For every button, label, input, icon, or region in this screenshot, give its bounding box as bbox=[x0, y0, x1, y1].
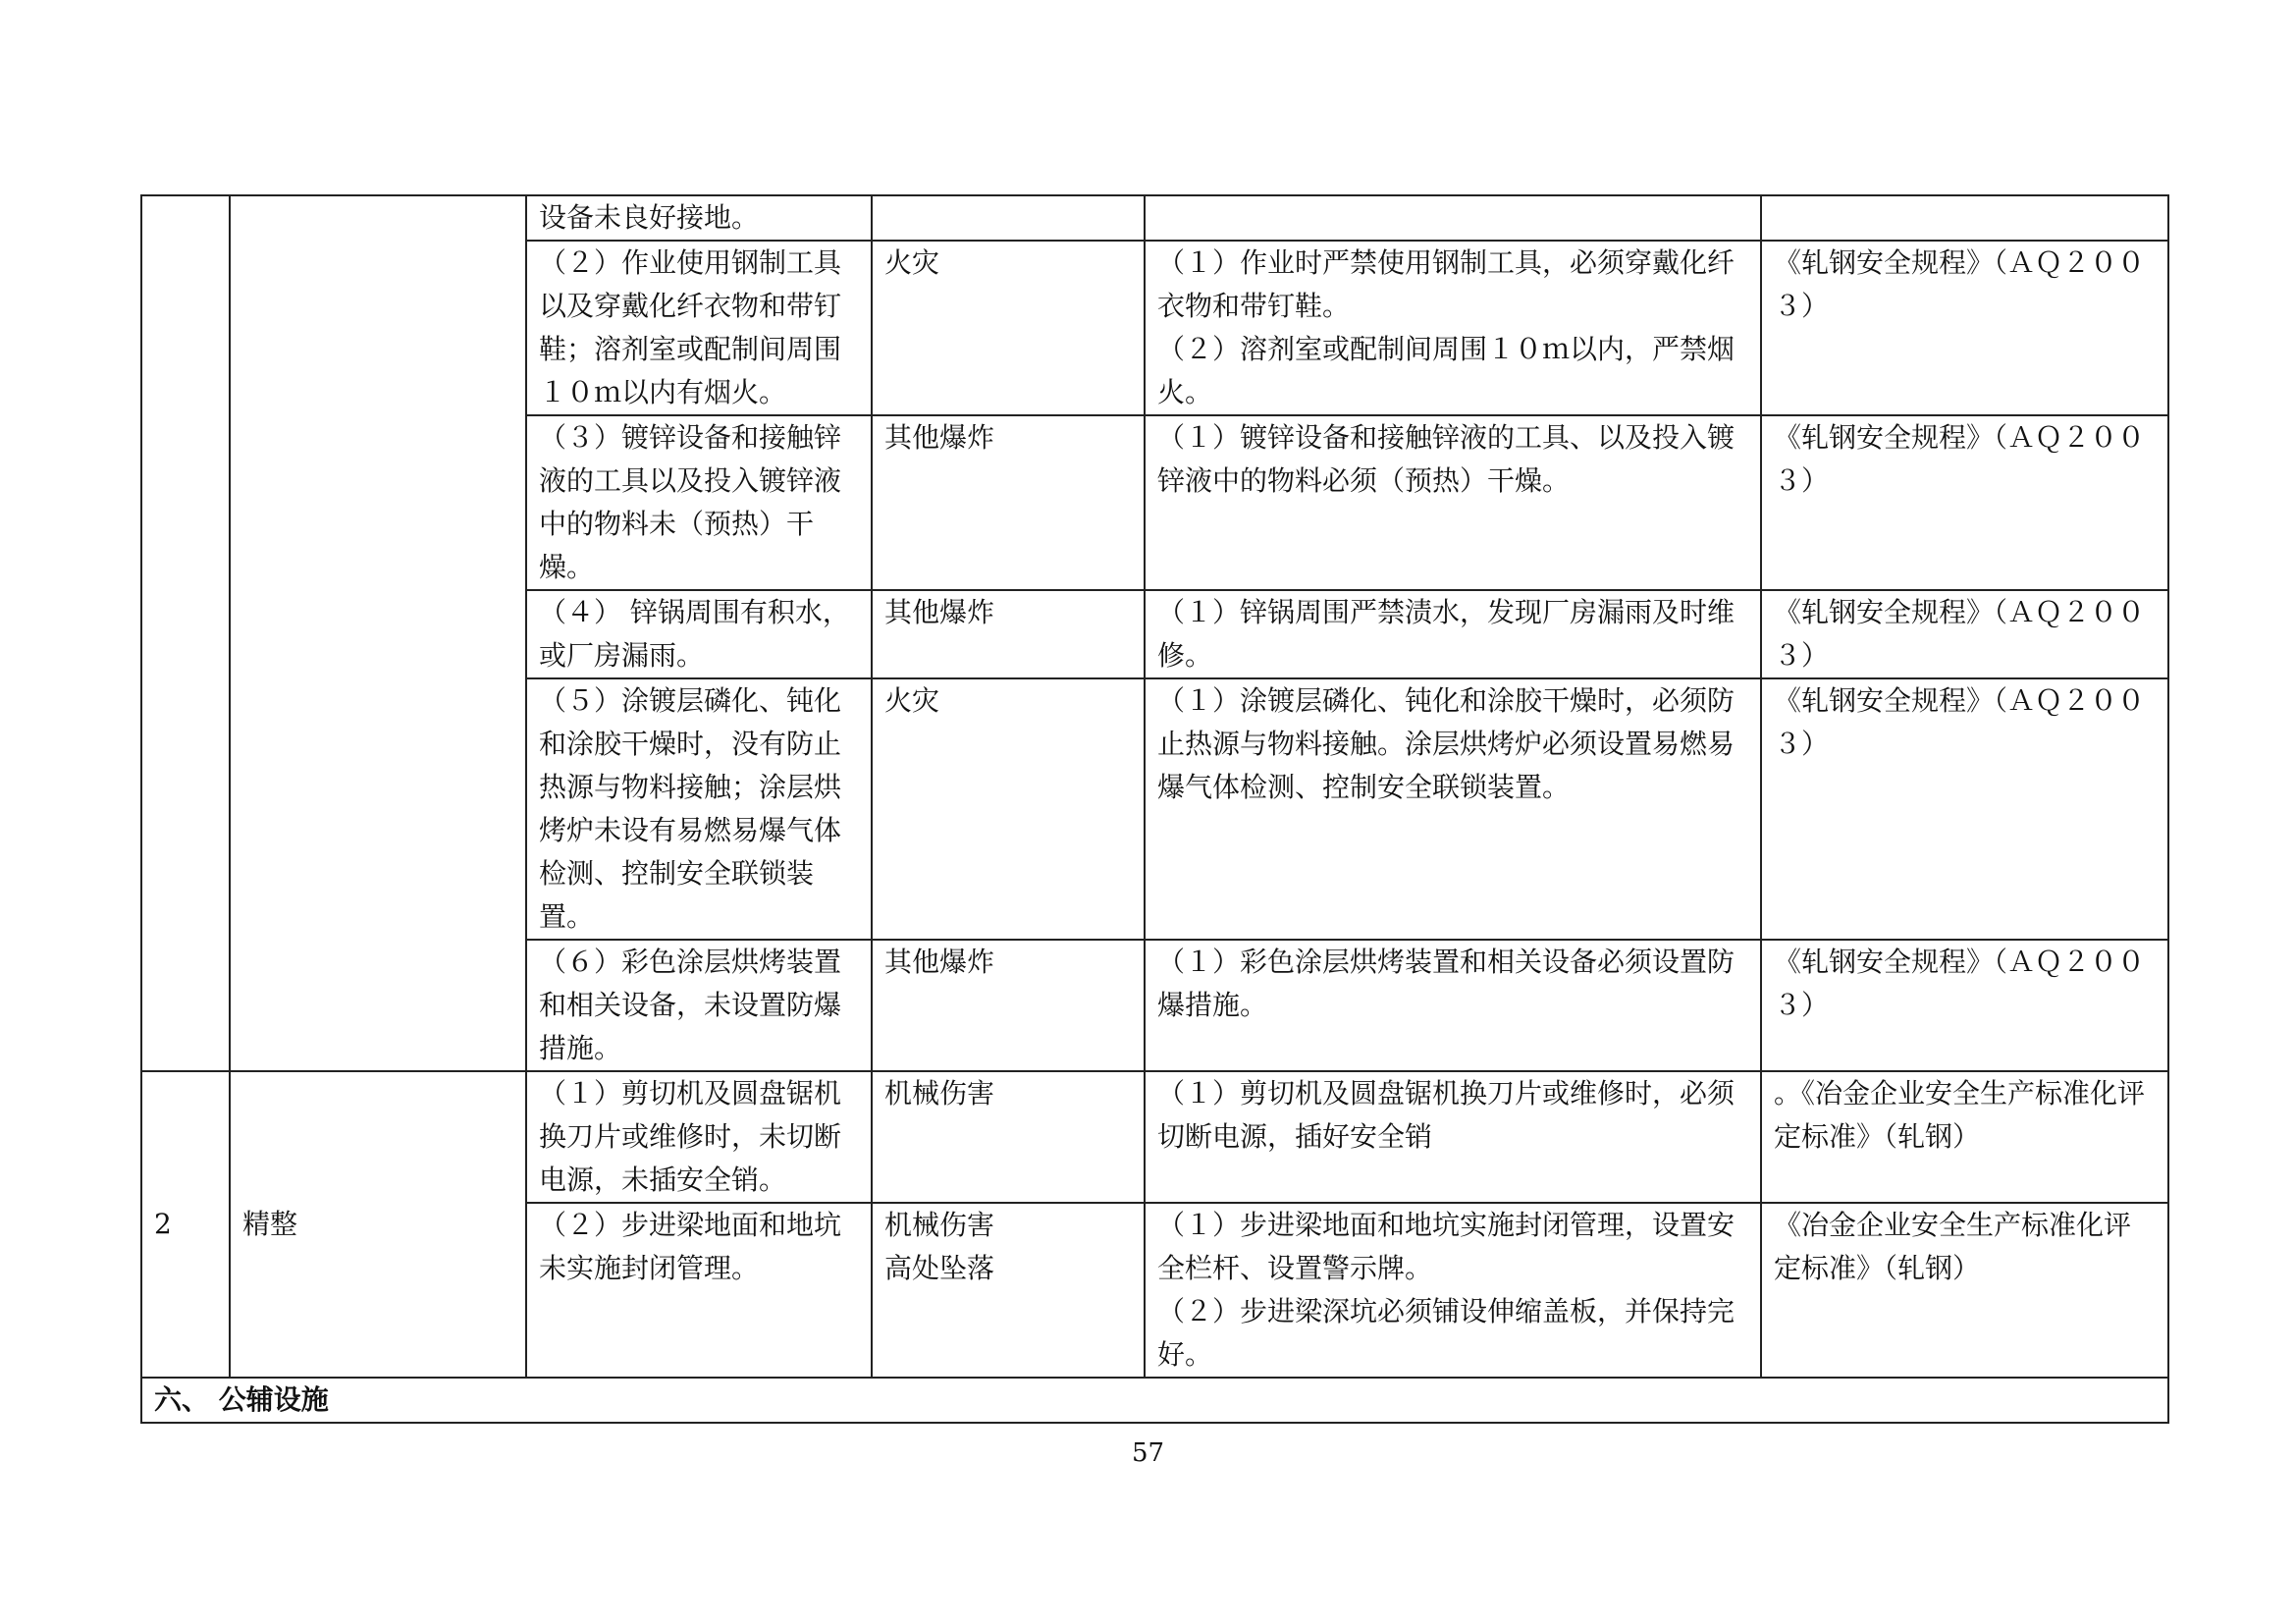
accident-type: 机械伤害 bbox=[884, 1209, 995, 1241]
group1-no-cell bbox=[141, 195, 230, 1071]
measures-cell bbox=[1145, 241, 1761, 415]
risk-cell: （３）镀锌设备和接触锌液的工具以及投入镀锌液中的物料未（预热）干燥。 bbox=[526, 415, 872, 590]
accident-type: 高处坠落 bbox=[884, 1252, 995, 1284]
basis-cell: 《轧钢安全规程》（ＡＱ２００３） bbox=[1761, 678, 2168, 940]
basis-cell: 《轧钢安全规程》（ＡＱ２００３） bbox=[1761, 940, 2168, 1071]
table-row bbox=[141, 1378, 2168, 1423]
risk-cell: 设备未良好接地。 bbox=[526, 195, 872, 241]
measure-item: （１）涂镀层磷化、钝化和涂胶干燥时，必须防止热源与物料接触。涂层烘烤炉必须设置易燃易爆气体检测、控制安全联锁装置。 bbox=[1157, 684, 1735, 803]
measure-item: （１）步进梁地面和地坑实施封闭管理，设置安全栏杆、设置警示牌。 bbox=[1157, 1209, 1735, 1284]
accident-type: 其他爆炸 bbox=[884, 596, 995, 628]
basis-cell: 《轧钢安全规程》（ＡＱ２００３） bbox=[1761, 241, 2168, 415]
accident-cell bbox=[872, 1203, 1145, 1378]
accident-type: 其他爆炸 bbox=[884, 421, 995, 454]
accident-cell bbox=[872, 415, 1145, 590]
section-heading: 六、 公辅设施 bbox=[141, 1378, 2168, 1423]
accident-cell bbox=[872, 195, 1145, 241]
accident-cell bbox=[872, 1071, 1145, 1203]
accident-type: 火灾 bbox=[884, 684, 940, 717]
measures-cell bbox=[1145, 590, 1761, 678]
basis-cell: 《冶金企业安全生产标准化评定标准》（轧钢） bbox=[1761, 1203, 2168, 1378]
measure-item: （１）剪切机及圆盘锯机换刀片或维修时，必须切断电源，插好安全销 bbox=[1157, 1077, 1735, 1153]
table-row bbox=[141, 1071, 2168, 1203]
basis-cell: 《轧钢安全规程》（ＡＱ２００３） bbox=[1761, 415, 2168, 590]
accident-cell bbox=[872, 590, 1145, 678]
group2-no-cell: 2 bbox=[141, 1071, 230, 1378]
group1-unit-cell bbox=[230, 195, 526, 1071]
measures-cell bbox=[1145, 415, 1761, 590]
risk-cell: （４） 锌锅周围有积水，或厂房漏雨。 bbox=[526, 590, 872, 678]
hazard-table bbox=[140, 194, 2169, 1424]
measure-item: （１）彩色涂层烘烤装置和相关设备必须设置防爆措施。 bbox=[1157, 946, 1735, 1021]
page-number: 57 bbox=[1131, 1438, 1165, 1468]
measure-item: （２）溶剂室或配制间周围１０ｍ以内，严禁烟火。 bbox=[1157, 333, 1735, 408]
measure-item: （２）步进梁深坑必须铺设伸缩盖板，并保持完好。 bbox=[1157, 1295, 1735, 1371]
accident-type: 机械伤害 bbox=[884, 1077, 995, 1110]
measures-cell bbox=[1145, 678, 1761, 940]
basis-cell: 《轧钢安全规程》（ＡＱ２００３） bbox=[1761, 590, 2168, 678]
risk-cell: （６）彩色涂层烘烤装置和相关设备，未设置防爆措施。 bbox=[526, 940, 872, 1071]
measures-cell bbox=[1145, 1071, 1761, 1203]
measures-cell bbox=[1145, 1203, 1761, 1378]
accident-type: 其他爆炸 bbox=[884, 946, 995, 978]
accident-cell bbox=[872, 241, 1145, 415]
measure-item: （１）作业时严禁使用钢制工具，必须穿戴化纤衣物和带钉鞋。 bbox=[1157, 246, 1735, 322]
accident-cell bbox=[872, 678, 1145, 940]
risk-cell: （１）剪切机及圆盘锯机换刀片或维修时，未切断电源，未插安全销。 bbox=[526, 1071, 872, 1203]
measure-item: （１）锌锅周围严禁渍水，发现厂房漏雨及时维修。 bbox=[1157, 596, 1735, 672]
basis-cell bbox=[1761, 195, 2168, 241]
risk-cell: （５）涂镀层磷化、钝化和涂胶干燥时，没有防止热源与物料接触；涂层烘烤炉未设有易燃易爆气体检测、控制安全联锁装置。 bbox=[526, 678, 872, 940]
basis-cell: 。《冶金企业安全生产标准化评定标准》（轧钢） bbox=[1761, 1071, 2168, 1203]
measures-cell bbox=[1145, 940, 1761, 1071]
risk-cell: （２）作业使用钢制工具以及穿戴化纤衣物和带钉鞋；溶剂室或配制间周围１０ｍ以内有烟火。 bbox=[526, 241, 872, 415]
accident-cell bbox=[872, 940, 1145, 1071]
risk-cell: （２）步进梁地面和地坑未实施封闭管理。 bbox=[526, 1203, 872, 1378]
accident-type: 火灾 bbox=[884, 246, 940, 279]
table-row bbox=[141, 195, 2168, 241]
group2-unit-cell: 精整 bbox=[230, 1071, 526, 1378]
measure-item: （１）镀锌设备和接触锌液的工具、以及投入镀锌液中的物料必须（预热）干燥。 bbox=[1157, 421, 1735, 497]
measures-cell bbox=[1145, 195, 1761, 241]
